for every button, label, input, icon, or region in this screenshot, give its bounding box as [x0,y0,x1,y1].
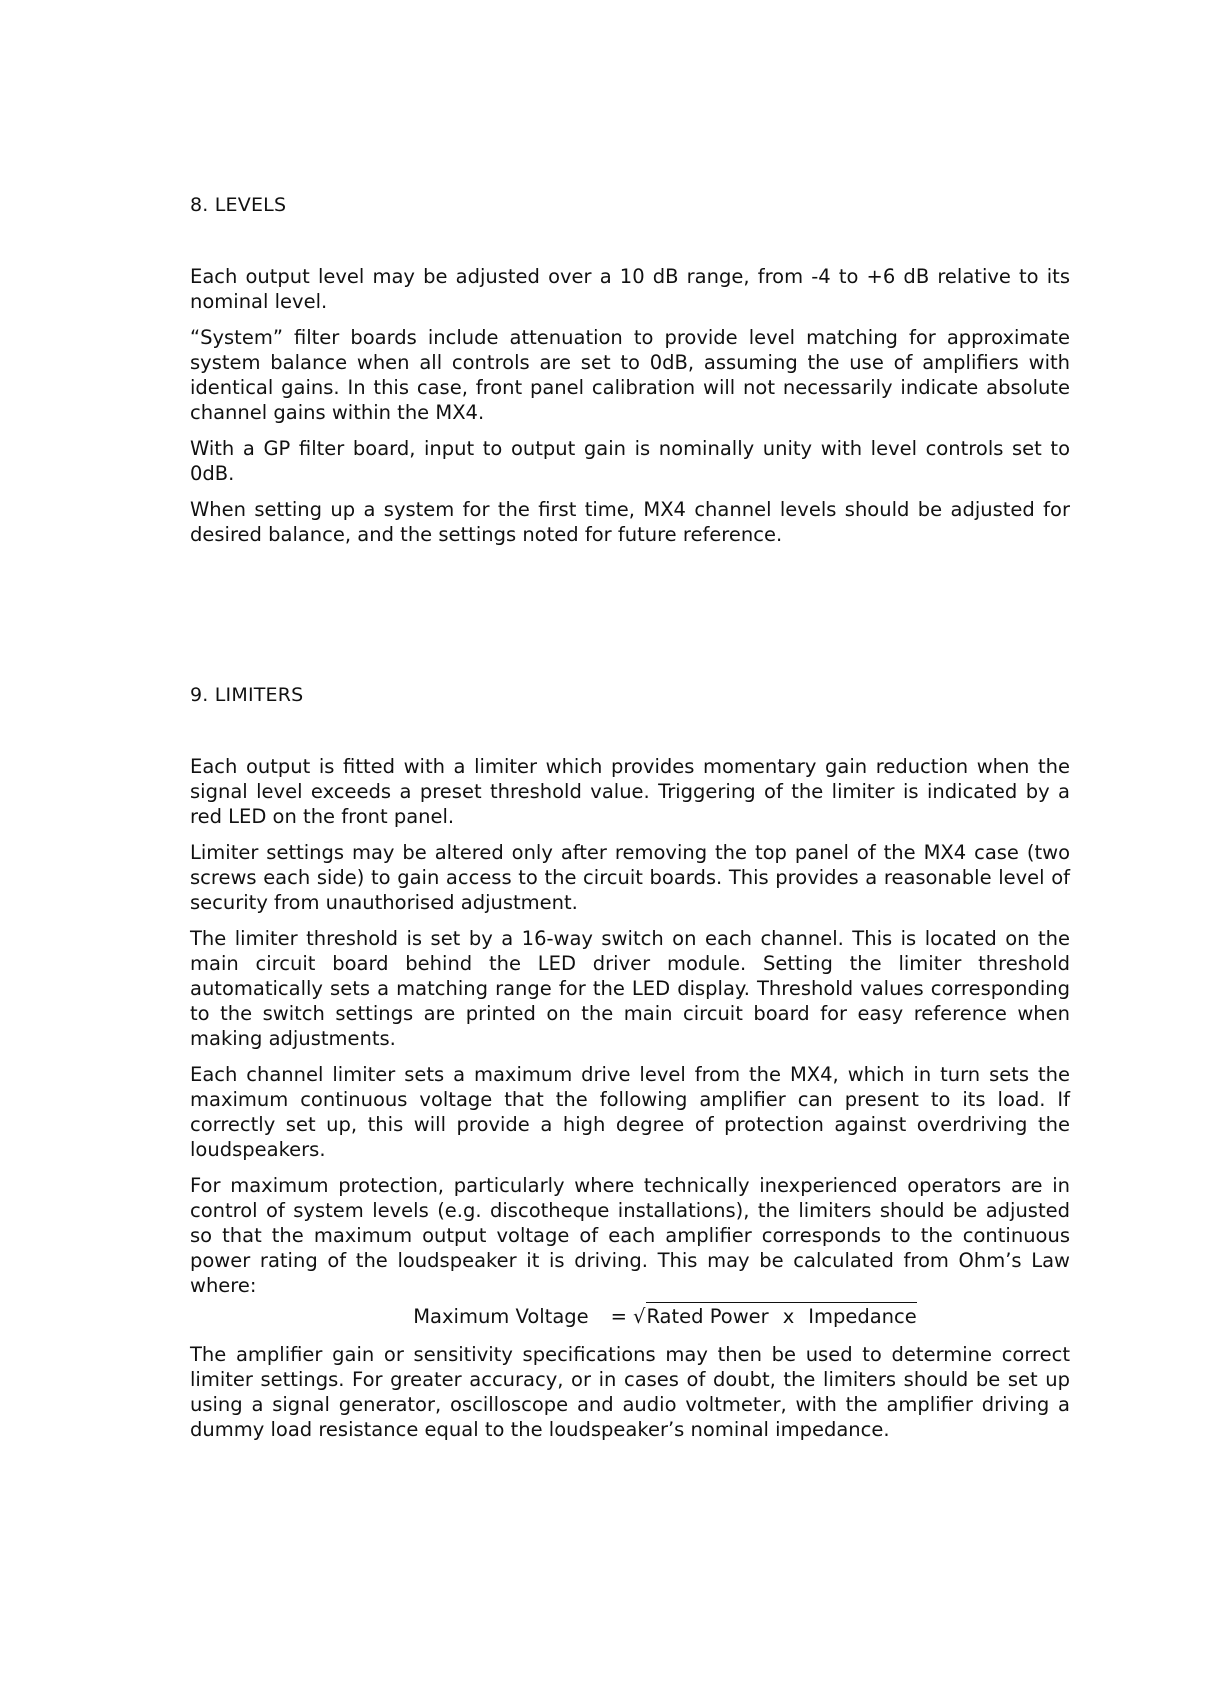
ohms-law-formula [190,1302,1070,1329]
levels-paragraph-system-boards: “System” filter boards include attenuation to provide level matching for approximate system balance when all controls are set to 0dB, assuming the use of amplifiers with identical gains. In this case, front panel calibration will not necessarily indicate absolute channel gains within the MX4. [190,326,1070,424]
formula-times: x [782,1305,795,1328]
square-root-symbol: √ [633,1305,646,1328]
levels-heading: 8. LEVELS [190,194,287,216]
formula-radicand [646,1302,916,1329]
limiters-heading: 9. LIMITERS [190,684,304,706]
limiters-section [190,683,1070,1441]
limiters-paragraph-drive-level: Each channel limiter sets a maximum drive level from the MX4, which in turn sets the maximum continuous voltage that the following amplifier can present to its load. If correctly set up, this will provide a high degree of protection against overdriving the loudspeakers. [190,1063,1070,1161]
formula-term-rated-power: Rated Power [646,1305,769,1328]
formula-radical [633,1302,917,1329]
limiters-paragraph-calibration: The amplifier gain or sensitivity specifications may then be used to determine correct limiter settings. For greater accuracy, or in cases of doubt, the limiters should be set up using a signal generator, oscilloscope and audio voltmeter, with the amplifier driving a dummy load resistance equal to the loudspeaker’s nominal impedance. [190,1343,1070,1441]
levels-section [190,193,1070,546]
levels-paragraph-range: Each output level may be adjusted over a 10 dB range, from -4 to +6 dB relative to its nominal level. [190,265,1070,313]
limiters-paragraph-overview: Each output is fitted with a limiter which provides momentary gain reduction when the signal level exceeds a preset threshold value. Triggering of the limiter is indicated by a red LED on the front panel. [190,755,1070,828]
limiters-paragraph-access: Limiter settings may be altered only after removing the top panel of the MX4 case (two screws each side) to gain access to the circuit boards. This provides a reasonable level of security from unauthorised adjustment. [190,841,1070,914]
limiters-paragraph-threshold-switch: The limiter threshold is set by a 16-way switch on each channel. This is located on the main circuit board behind the LED driver module. Setting the limiter threshold automatically sets a matching range for the LED display. Threshold values corresponding to the switch settings are printed on the main circuit board for easy reference when making adjustments. [190,927,1070,1050]
levels-paragraph-setup: When setting up a system for the first time, MX4 channel levels should be adjusted for desired balance, and the settings noted for future reference. [190,498,1070,546]
levels-body [190,264,1070,558]
formula-equals: = [610,1305,627,1328]
formula-term-impedance: Impedance [808,1305,917,1328]
formula-lhs: Maximum Voltage [413,1305,589,1328]
limiters-paragraph-protection: For maximum protection, particularly where technically inexperienced operators are in control of system levels (e.g. discotheque installations), the limiters should be adjusted so that the maximum output voltage of each amplifier corresponds to the continuous power rating of the loudspeaker it is driving. This may be calculated from Ohm’s Law where: [190,1174,1070,1297]
limiters-body [190,754,1070,1453]
levels-paragraph-gp-board: With a GP filter board, input to output gain is nominally unity with level controls set to 0dB. [190,437,1070,485]
